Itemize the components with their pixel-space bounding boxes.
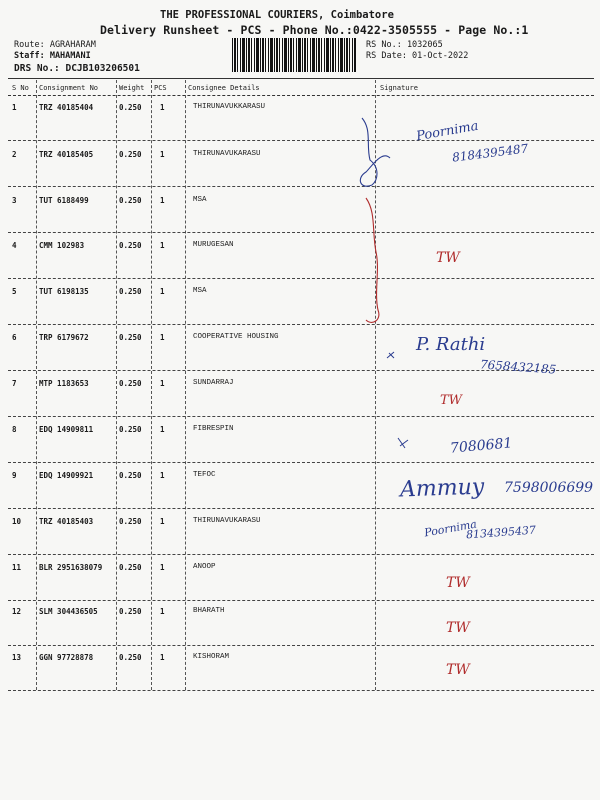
row-weight: 0.250: [119, 425, 142, 434]
signature-7-initials: TW: [440, 393, 463, 408]
table-row: [0, 425, 600, 437]
row-consignment: MTP 1183653: [39, 379, 89, 388]
row-sno: 11: [12, 563, 22, 572]
row-weight: 0.250: [119, 471, 142, 480]
row-sno: 1: [12, 103, 17, 112]
company-name: THE PROFESSIONAL COURIERS, Coimbatore: [160, 9, 394, 21]
signature-4-initials: TW: [436, 250, 460, 266]
row-consignee: ANOOP: [193, 563, 216, 571]
signature-9-name: Ammuy: [399, 474, 485, 503]
table-row: [0, 333, 600, 345]
rs-date: RS Date: 01-Oct-2022: [366, 51, 469, 61]
row-consignee: MSA: [193, 196, 207, 204]
signature-2-name: Poornima: [415, 118, 480, 145]
row-weight: 0.250: [119, 563, 142, 572]
signature-13-initials: TW: [446, 662, 470, 678]
table-row: [0, 103, 600, 115]
signature-10-phone: 8134395437: [465, 523, 537, 542]
row-divider: [8, 416, 594, 417]
row-divider: [8, 645, 594, 646]
table-row: [0, 196, 600, 208]
signature-2-phone: 8184395487: [451, 141, 529, 165]
barcode: [232, 38, 356, 72]
table-row: [0, 607, 600, 619]
signature-9-phone: 7598006699: [504, 480, 594, 496]
row-sno: 3: [12, 196, 17, 205]
row-sno: 9: [12, 471, 17, 480]
row-divider: [8, 140, 594, 141]
table-row: [0, 241, 600, 253]
row-pcs: 1: [160, 379, 165, 388]
row-pcs: 1: [160, 287, 165, 296]
header-rule-bottom: [8, 95, 594, 96]
row-weight: 0.250: [119, 150, 142, 159]
signature-6-name: P. Rathi: [416, 334, 486, 355]
row-consignment: BLR 2951638079: [39, 563, 103, 572]
row-pcs: 1: [160, 563, 165, 572]
row-divider: [8, 462, 594, 463]
row-sno: 13: [12, 653, 22, 662]
table-row: [0, 471, 600, 483]
row-consignee: KISHORAM: [193, 653, 230, 661]
row-consignment: TUT 6198135: [39, 287, 89, 296]
row-weight: 0.250: [119, 196, 142, 205]
signature-8-phone: 7080681: [449, 435, 513, 457]
row-divider: [8, 186, 594, 187]
col-consignee: Consignee Details: [188, 84, 260, 92]
row-divider: [8, 508, 594, 509]
col-pcs: PCS: [154, 84, 167, 92]
row-divider: [8, 554, 594, 555]
row-divider: [8, 600, 594, 601]
row-weight: 0.250: [119, 653, 142, 662]
row-weight: 0.250: [119, 103, 142, 112]
row-pcs: 1: [160, 241, 165, 250]
signature-11-initials: TW: [446, 575, 470, 591]
row-consignment: TUT 6188499: [39, 196, 89, 205]
col-consignment: Consignment No: [39, 84, 99, 92]
staff-label: Staff: MAHAMANI: [14, 51, 91, 61]
row-divider: [8, 370, 594, 371]
row-sno: 7: [12, 379, 17, 388]
row-weight: 0.250: [119, 379, 142, 388]
table-row: [0, 150, 600, 162]
row-consignment: TRZ 40185403: [39, 517, 94, 526]
row-divider: [8, 232, 594, 233]
row-pcs: 1: [160, 333, 165, 342]
col-weight: Weight: [119, 84, 145, 92]
row-consignee: FIBRESPIN: [193, 425, 234, 433]
row-weight: 0.250: [119, 333, 142, 342]
row-weight: 0.250: [119, 287, 142, 296]
row-sno: 8: [12, 425, 17, 434]
row-sno: 2: [12, 150, 17, 159]
row-weight: 0.250: [119, 241, 142, 250]
row-sno: 12: [12, 607, 22, 616]
row-divider: [8, 324, 594, 325]
row-pcs: 1: [160, 653, 165, 662]
signature-6-phone: 7658432185: [479, 357, 557, 377]
row-divider: [8, 690, 594, 691]
row-weight: 0.250: [119, 517, 142, 526]
row-pcs: 1: [160, 425, 165, 434]
row-sno: 5: [12, 287, 17, 296]
row-pcs: 1: [160, 607, 165, 616]
row-pcs: 1: [160, 471, 165, 480]
row-sno: 6: [12, 333, 17, 342]
row-consignment: TRP 6179672: [39, 333, 89, 342]
header-rule-top: [8, 78, 594, 79]
row-consignee: THIRUNAVUKARASU: [193, 150, 261, 158]
row-sno: 4: [12, 241, 17, 250]
table-row: [0, 653, 600, 665]
row-sno: 10: [12, 517, 22, 526]
row-consignment: SLM 304436505: [39, 607, 98, 616]
table-row: [0, 563, 600, 575]
row-consignee: COOPERATIVE HOUSING: [193, 333, 279, 341]
runsheet-title: Delivery Runsheet - PCS - Phone No.:0422-3505555 - Page No.:1: [100, 23, 529, 37]
table-row: [0, 379, 600, 391]
row-pcs: 1: [160, 196, 165, 205]
col-sno: S No: [12, 84, 29, 92]
row-consignment: EDQ 14909811: [39, 425, 94, 434]
row-pcs: 1: [160, 103, 165, 112]
row-consignee: THIRUNAVUKKARASU: [193, 103, 266, 111]
rs-number: RS No.: 1032065: [366, 40, 443, 50]
table-row: [0, 287, 600, 299]
row-consignment: CMM 102983: [39, 241, 85, 250]
row-consignment: GGN 97728878: [39, 653, 94, 662]
drs-number: DRS No.: DCJB103206501: [14, 63, 140, 74]
signature-12-initials: TW: [446, 620, 470, 636]
row-pcs: 1: [160, 517, 165, 526]
row-consignment: TRZ 40185404: [39, 103, 94, 112]
col-signature: Signature: [380, 84, 418, 92]
row-consignee: BHARATH: [193, 607, 225, 615]
row-consignment: EDQ 14909921: [39, 471, 94, 480]
row-consignee: THIRUNAVUKARASU: [193, 517, 261, 525]
row-divider: [8, 278, 594, 279]
row-pcs: 1: [160, 150, 165, 159]
table-row: [0, 517, 600, 529]
row-consignee: TEFOC: [193, 471, 216, 479]
signature-10-name: Poornima: [423, 517, 478, 540]
row-consignee: MSA: [193, 287, 207, 295]
row-weight: 0.250: [119, 607, 142, 616]
row-consignment: TRZ 40185405: [39, 150, 94, 159]
row-consignee: SUNDARRAJ: [193, 379, 234, 387]
route-label: Route: AGRAHARAM: [14, 40, 96, 50]
row-consignee: MURUGESAN: [193, 241, 234, 249]
